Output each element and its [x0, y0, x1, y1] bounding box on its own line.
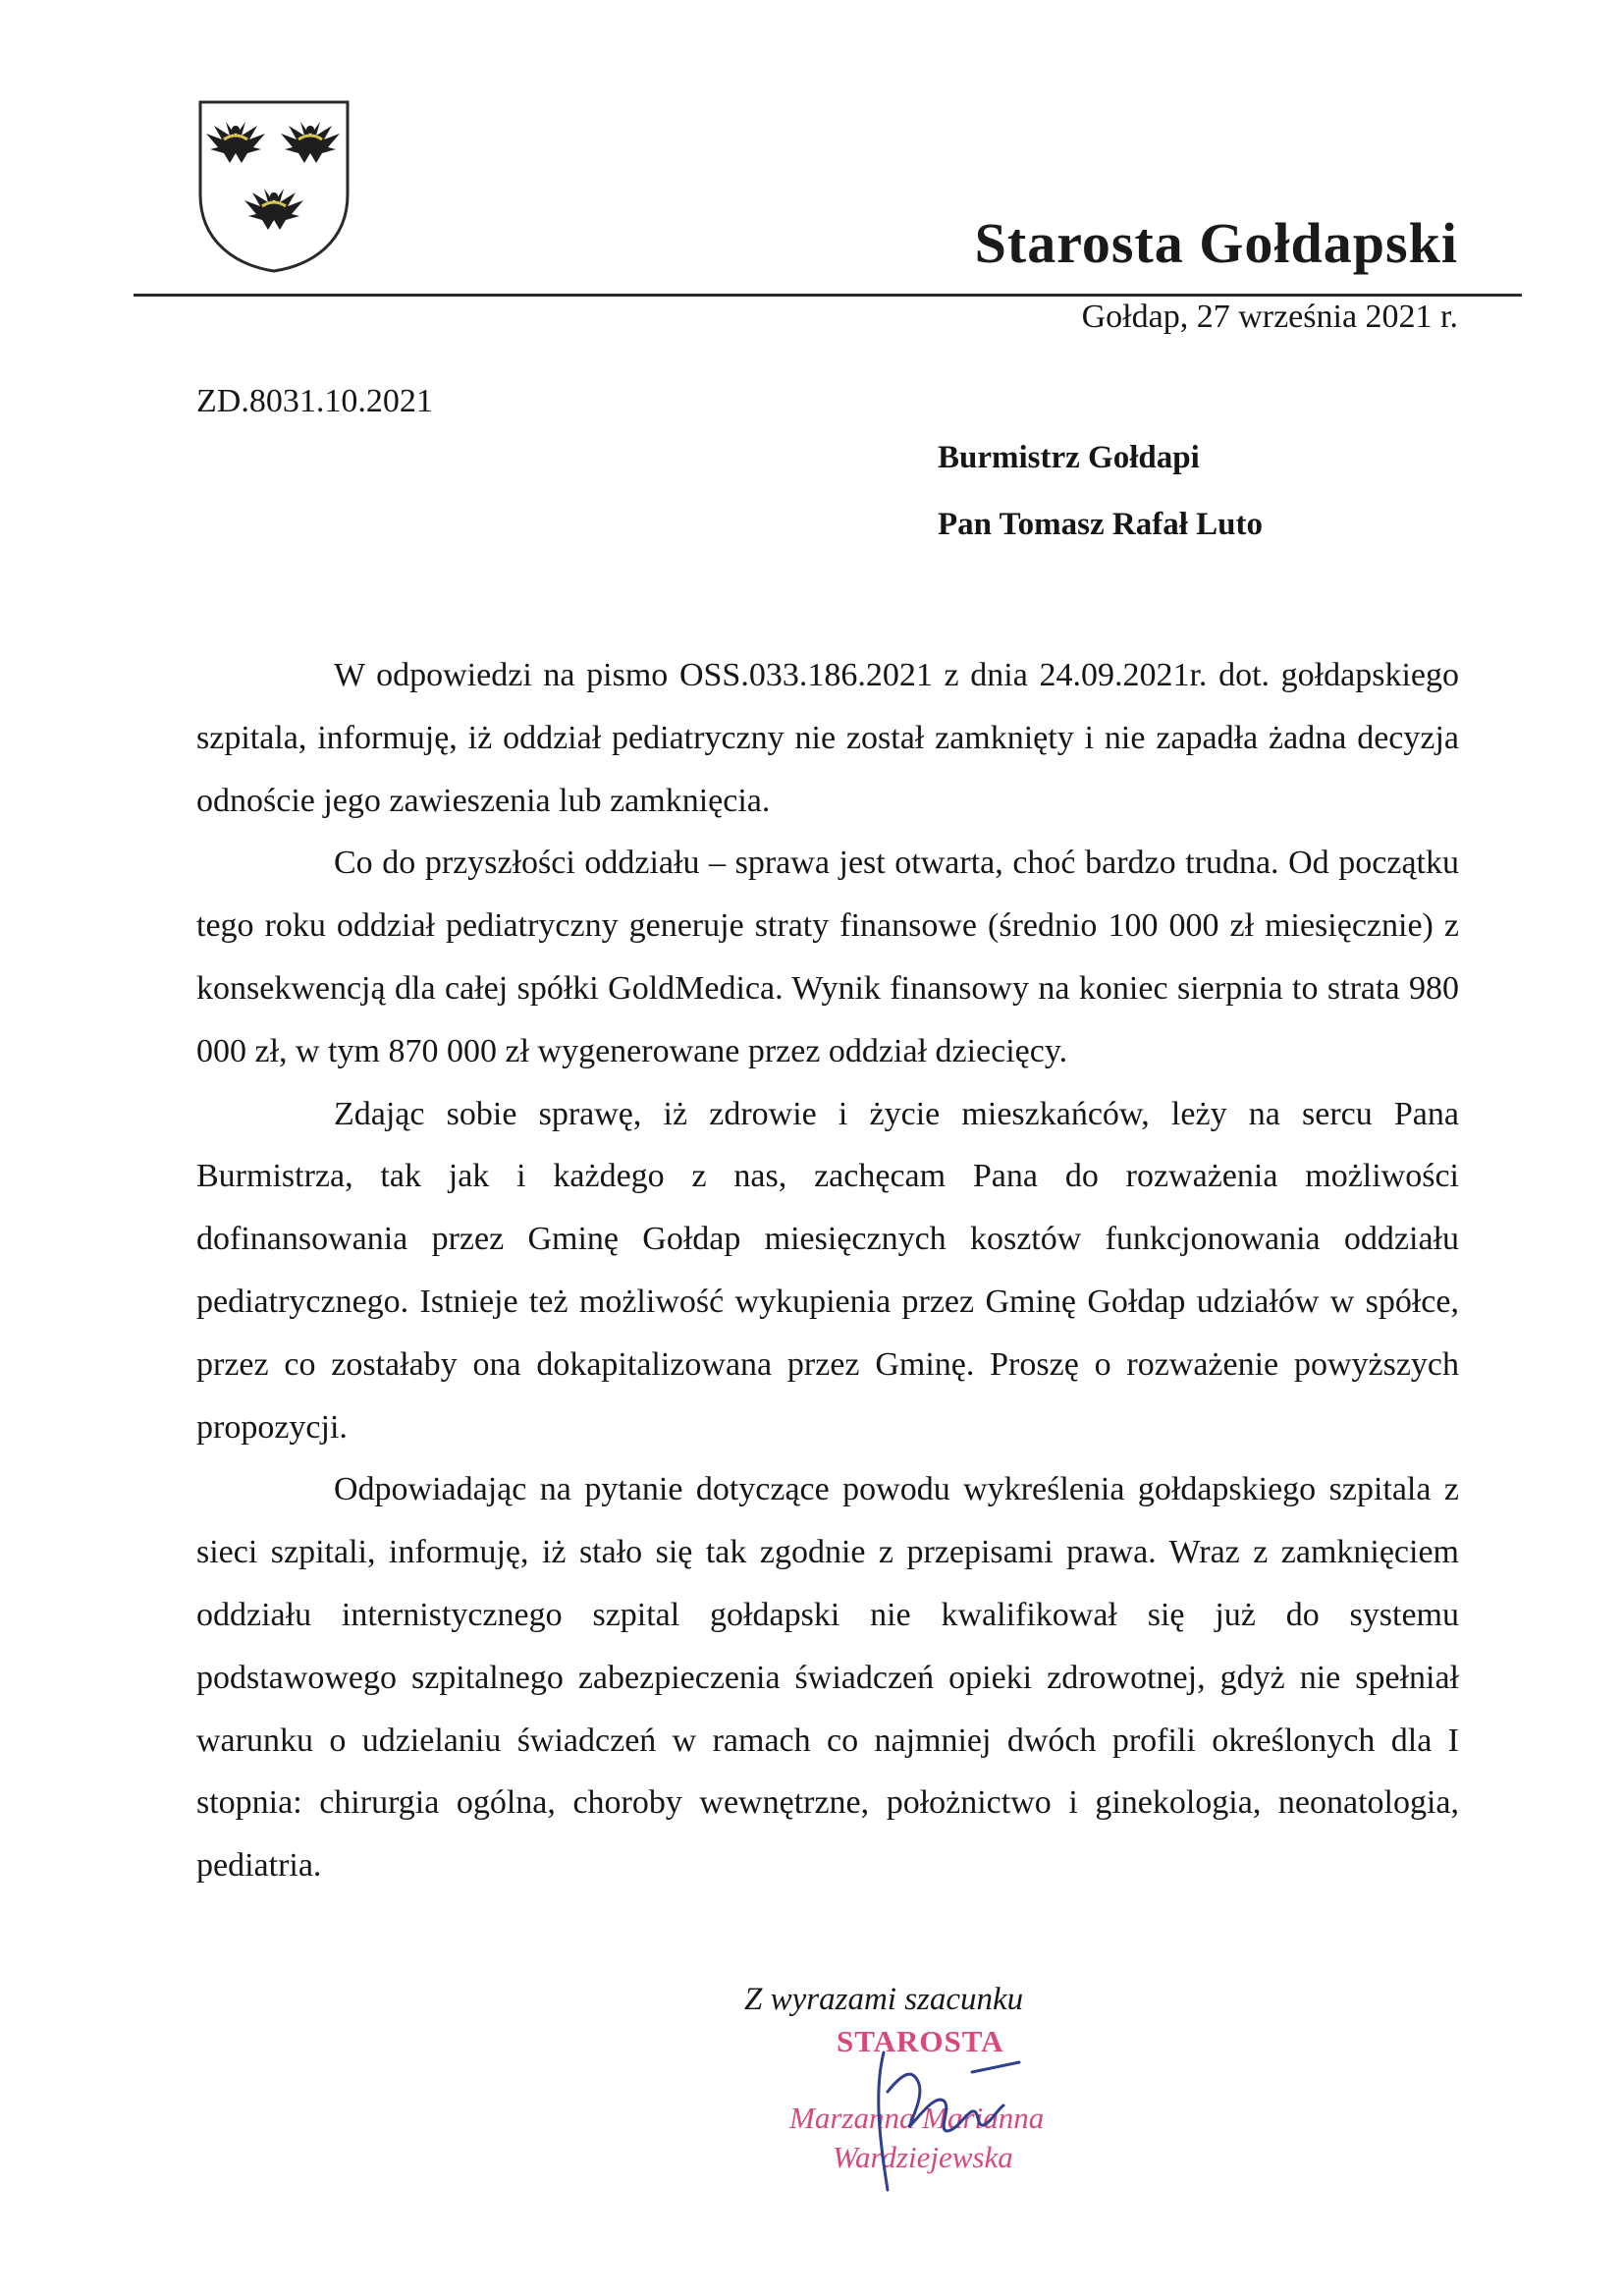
- coat-of-arms-icon: [196, 98, 352, 273]
- body-paragraph: Odpowiadając na pytanie dotyczące powodu wykreślenia gołdapskiego szpitala z sieci szpitali, informuję, iż stało się tak zgodnie z przepisami prawa. Wraz z zamknięciem oddziału internistycznego szpital gołdapski nie kwalifikował się już do systemu podstawowego szpitalnego zabezpieczenia świadczeń opieki zdrowotnej, gdyż nie spełniał warunku o udzielaniu świadczeń w ramach co najmniej dwóch profili określonych dla I stopnia: chirurgia ogólna, choroby wewnętrzne, położnictwo i ginekologia, neonatologia, pediatria.: [196, 1471, 1459, 1885]
- stamp-name: Marzanna Marianna: [789, 2101, 1045, 2135]
- handwritten-signature: [854, 2033, 1041, 2200]
- body-paragraph: Co do przyszłości oddziału – sprawa jest otwarta, choć bardzo trudna. Od początku tego roku oddział pediatryczny generuje straty finansowe (średnio 100 000 zł miesięcznie) z konsekwencją dla całej spółki GoldMedica. Wynik finansowy na koniec sierpnia to strata 980 000 zł, w tym 870 000 zł wygenerowane przez oddział dziecięcy.: [196, 845, 1459, 1069]
- place-and-date: Gołdap, 27 września 2021 r.: [1081, 299, 1458, 335]
- stamp-title: STAROSTA: [837, 2024, 1004, 2058]
- stamp-surname: Wardziejewska: [833, 2140, 1013, 2174]
- body-paragraph: W odpowiedzi na pismo OSS.033.186.2021 z dnia 24.09.2021r. dot. gołdapskiego szpitala, informuję, iż oddział pediatryczny nie został zamknięty i nie zapadła żadna decyzja odnoście jego zawieszenia lub zamknięcia.: [196, 657, 1459, 819]
- header-divider: [134, 294, 1522, 297]
- letterhead-title: Starosta Gołdapski: [974, 211, 1458, 275]
- recipient-name: Pan Tomasz Rafał Luto: [938, 507, 1263, 542]
- recipient-title: Burmistrz Gołdapi: [938, 440, 1200, 475]
- letter-body: [196, 644, 1459, 1897]
- reference-number: ZD.8031.10.2021: [196, 383, 433, 419]
- body-paragraph: Zdając sobie sprawę, iż zdrowie i życie mieszkańców, leży na sercu Pana Burmistrza, tak jak i każdego z nas, zachęcam Pana do rozważenia możliwości dofinansowania przez Gminę Gołdap miesięcznych kosztów funkcjonowania oddziału pediatrycznego. Istnieje też możliwość wykupienia przez Gminę Gołdap udziałów w spółce, przez co zostałaby ona dokapitalizowana przez Gminę. Proszę o rozważenie powyższych propozycji.: [196, 1095, 1459, 1446]
- closing-salutation: Z wyrazami szacunku: [744, 1982, 1024, 2017]
